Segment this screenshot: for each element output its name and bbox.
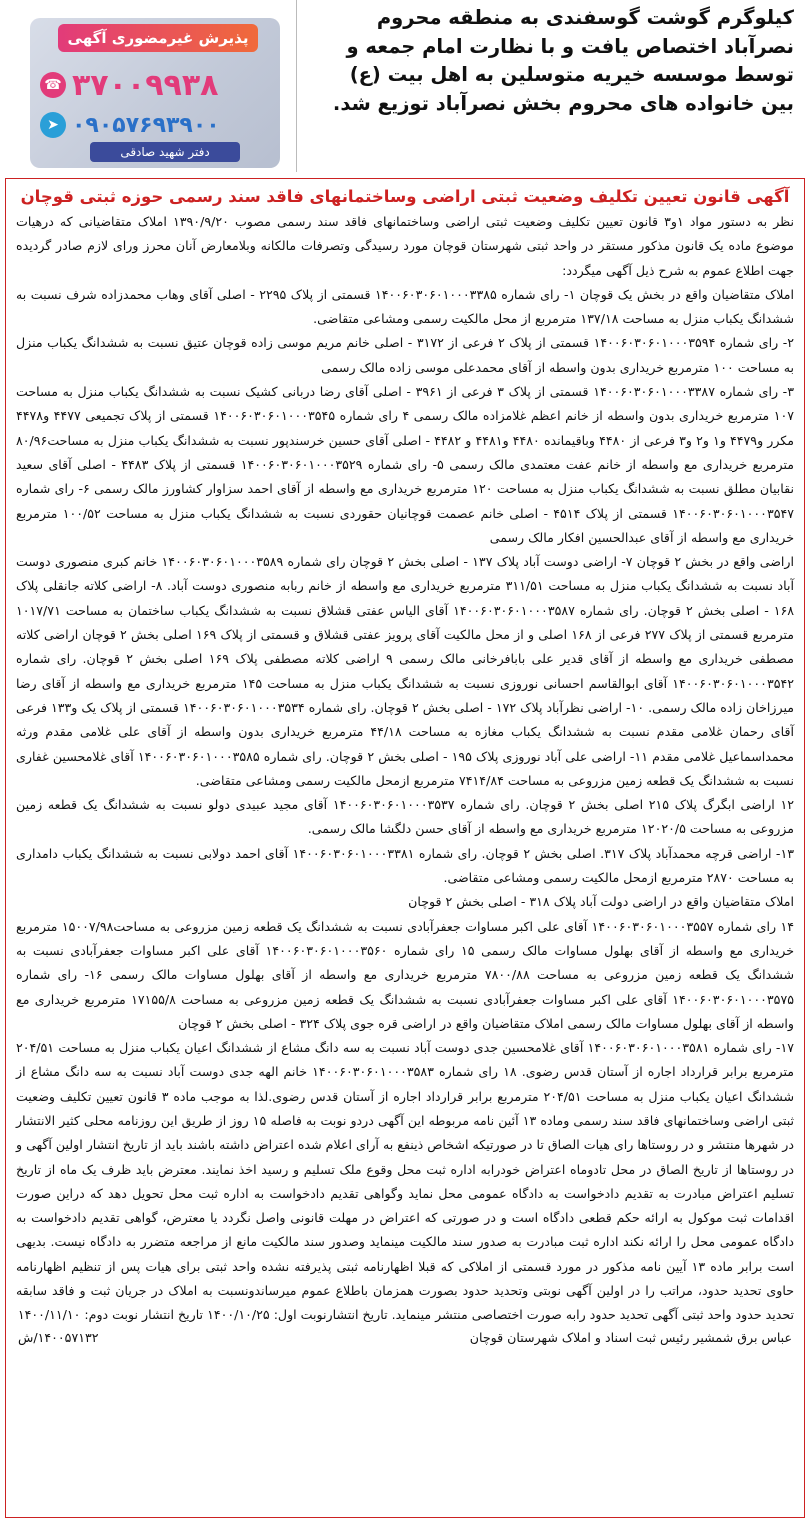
ad-ribbon: پذیرش غیرمضوری آگهی [58,24,258,52]
notice-footer [18,1330,792,1345]
top-section [0,0,812,178]
ad-phone-number: ۳۷۰۰۹۹۳۸ [72,67,219,103]
notice-body [16,210,794,1328]
notice-paragraph: املاک متقاضیان واقع در اراضی دولت آباد پلاک ۳۱۸ - اصلی بخش ۲ قوچان [408,894,794,910]
top-article-line: بین خانواده های محروم بخش نصرآباد توزیع شد. [332,91,794,115]
notice-paragraph: اراضی واقع در بخش ۲ قوچان ۷- اراضی دوست آباد پلاک ۱۳۷ - اصلی بخش ۲ قوچان رای شماره ۱۴۰۰۶۰۳۰۶۰۱۰۰۰۳۵۸۹ خانم کبری منصوری دوست آباد نسبت به ششدانگ یکباب منزل به مساحت ۳۱۱/۵۱ مترمربع خریداری مع واسطه از خانم ربابه منصوری دوست آباد. ۸- اراضی کلاته جانقلی پلاک ۱۶۸ - اصلی بخش ۲ قوچان. رای شماره ۱۴۰۰۶۰۳۰۶۰۱۰۰۰۳۵۸۷ آقای الیاس عفتی قشلاق نسبت به ششدانگ یکباب ساختمان به مساحت ۱۰۱۷/۷۱ مترمربع قسمتی از پلاک ۲۷۷ فرعی از ۱۶۸ اصلی و از محل مالکیت آقای پرویز عفتی قشلاق و قسمتی از پلاک ۱۶۹ اصلی بخش ۲ قوچان اراضی کلاته مصطفی خریداری مع واسطه از آقای قدیر علی بابافرخانی مالک رسمی ۹ اراضی کلاته مصطفی پلاک ۱۶۹ اصلی بخش ۲ قوچان. رای شماره ۱۴۰۰۶۰۳۰۶۰۱۰۰۰۳۵۴۲ آقای ابوالقاسم احسانی نوروزی نسبت به ششدانگ یکباب منزل به مساحت ۱۴۵ مترمربع خریداری مع واسطه از آقای رضا میرزاخان زاده مالک رسمی. ۱۰- اراضی نظرآباد پلاک ۱۷۲ - اصلی بخش ۲ قوچان. رای شماره ۱۴۰۰۶۰۳۰۶۰۱۰۰۰۳۵۳۴ قسمتی از پلاک یک و۱۳۳ فرعی آقای رحمان غلامی مقدم نسبت به ششدانگ یکباب مغازه به مساحت ۴۴/۱۸ مترمربع خریداری بدون واسطه از آقای علی غلامی مقدم ورثه محمداسماعیل غلامی مقدم ۱۱- اراضی علی آباد نوروزی پلاک ۱۹۵ - اصلی بخش ۲ قوچان. رای شماره ۱۴۰۰۶۰۳۰۶۰۱۰۰۰۳۵۸۵ آقای غلامحسین غفاری نسبت به ششدانگ یک قطعه زمین مزروعی به مساحت ۷۴۱۴/۸۴ مترمربع ازمحل مالکیت رسمی ومشاعی متقاضی. [16,554,795,788]
notice-title: آگهی قانون تعیین تکلیف وضعیت ثبتی اراضی وساختمانهای فاقد سند رسمی حوزه ثبتی قوچان [20,187,790,206]
legal-notice [5,178,805,1518]
phone-icon: ☎ [40,72,66,98]
notice-paragraph: ۲- رای شماره ۱۴۰۰۶۰۳۰۶۰۱۰۰۰۳۵۹۴ قسمتی از پلاک ۲ فرعی از ۳۱۷۲ - اصلی خانم مریم موسی زاده قوچان عتیق نسبت به ششدانگ یکباب منزل به مساحت ۱۰۰ مترمربع خریداری بدون واسطه از آقای محمدعلی موسی زاده مالک رسمی [16,335,795,375]
top-article [324,4,794,118]
top-article-line: نصرآباد اختصاص یافت و با نظارت امام جمعه و [346,34,794,58]
notice-paragraph: نظر به دستور مواد ۱و۳ قانون تعیین تکلیف وضعیت ثبتی اراضی وساختمانهای فاقد سند رسمی مصوب ۱۳۹۰/۹/۲۰ املاک متقاضیانی که درهیات موضوع ماده یک قانون مذکور مستقر در واحد ثبتی شهرستان قوچان مورد رسیدگی وتصرفات مالکانه وبلامعارض آنان محرز ورای لازم صادر گردیده جهت اطلاع عموم به شرح ذیل آگهی میگردد: [16,214,794,278]
notice-signature: عباس برق شمشیر رئیس ثبت اسناد و املاک شهرستان قوچان [469,1329,792,1345]
notice-paragraph: ۱۲ اراضی ابگرگ پلاک ۲۱۵ اصلی بخش ۲ قوچان. رای شماره ۱۴۰۰۶۰۳۰۶۰۱۰۰۰۳۵۳۷ آقای مجید عبیدی دولو نسبت به ششدانگ یک قطعه زمین مزروعی به مساحت ۱۲۰۲۰/۵ مترمربع خریداری مع واسطه از آقای حسن دلگشا مالک رسمی. [16,797,795,837]
notice-paragraph: ۱۴ رای شماره ۱۴۰۰۶۰۳۰۶۰۱۰۰۰۳۵۵۷ آقای علی اکبر مساوات جعفرآبادی نسبت به ششدانگ یک قطعه زمین مزروعی به مساحت۱۵۰۰۷/۹۸ مترمربع خریداری مع واسطه از آقای بهلول مساوات مالک رسمی ۱۵ رای شماره ۱۴۰۰۶۰۳۰۶۰۱۰۰۰۳۵۶۰ آقای علی اکبر مساوات جعفرآبادی نسبت به ششدانگ یک قطعه زمین مزروعی به مساحت ۷۸۰۰/۸۸ مترمربع خریداری مع واسطه از آقای بهلول مساوات مالک رسمی ۱۶- رای شماره ۱۴۰۰۶۰۳۰۶۰۱۰۰۰۳۵۷۵ آقای علی اکبر مساوات جعفرآبادی نسبت به ششدانگ یک قطعه زمین مزروعی به مساحت ۱۷۱۵۵/۸ مترمربع خریداری مع واسطه از آقای بهلول مساوات مالک رسمی املاک متقاضیان واقع در اراضی قره جوی پلاک ۳۲۴ - اصلی بخش ۲ قوچان [16,918,795,1031]
column-divider [296,0,297,172]
notice-paragraph: ۱۷- رای شماره ۱۴۰۰۶۰۳۰۶۰۱۰۰۰۳۵۸۱ آقای غلامحسین جدی دوست آباد نسبت به سه دانگ مشاع از ششدانگ اعیان یکباب منزل به مساحت ۲۰۴/۵۱ مترمربع برابر قرارداد اجاره از آستان قدس رضوی. ۱۸ رای شماره ۱۴۰۰۶۰۳۰۶۰۱۰۰۰۳۵۸۳ خانم الهه جدی دوست آباد نسبت به سه دانگ مشاع از ششدانگ اعیان یکباب منزل به مساحت ۲۰۴/۵۱ مترمربع برابر قرارداد اجاره از آستان قدس رضوی.لذا به موجب ماده ۳ قانون تعیین تکلیف وضعیت ثبتی اراضی وساختمانهای فاقد سند رسمی وماده ۱۳ آئین نامه مربوطه این آگهی دردو نوبت به فاصله ۱۵ روز از طریق این روزنامه محلی کثیر الانتشار در شهرها منتشر و در روستاها رای هیات الصاق تا در صورتیکه اشخاص ذینفع به آرای اعلام شده اعتراض داشته باشند باید از تاریخ انتشار اولین آگهی و در روستاها از تاریخ الصاق در محل تادوماه اعتراض خودرابه اداره ثبت محل وقوع ملک تسلیم و رسید اخذ نمایند. معترض باید ظرف یک ماه از تاریخ تسلیم اعتراض مبادرت به تقدیم دادخواست به دادگاه عمومی محل نماید وگواهی تقدیم دادخواست به اداره ثبت محل تحویل دهد که دراین صورت اقدامات ثبت موکول به ارائه حکم قطعی دادگاه است و در صورتی که اعتراض در مهلت قانونی واصل نگردد یا معترض، گواهی تقدیم دادخواست به دادگاه عمومی محل را ارائه نکند اداره ثبت مبادرت به صدور سند مالکیت مینماید وصدور سند مالکیت مانع از مراجعه متضرر به دادگاه نیست. بدیهی است برابر ماده ۱۳ آیین نامه مذکور در مورد قسمتی از املاکی که قبلا اظهارنامه ثبتی پذیرفته نشده واحد ثبتی برای هیات پس از تنظیم اظهارنامه حاوی تحدید حدود، مراتب را در اولین آگهی نوبتی وتحدید حدود بصورت همزمان باطلاع عموم میرساندونسبت به املاک در جریان ثبت و فاقد سابقه تحدید حدود واحد ثبتی آگهی تحدید حدود رابه صورت اختصاصی منتشر مینماید. تاریخ انتشارنوبت اول: ۱۴۰۰/۱۰/۲۵ تاریخ انتشار نوبت دوم: ۱۴۰۰/۱۱/۱۰ [16,1040,795,1323]
notice-code: ۱۴۰۰۵۷۱۳۲/ش [18,1329,99,1345]
notice-paragraph: املاک متقاضیان واقع در بخش یک قوچان ۱- رای شماره ۱۴۰۰۶۰۳۰۶۰۱۰۰۰۳۳۸۵ قسمتی از پلاک ۲۲۹۵ - اصلی آقای وهاب محمدزاده شرف نسبت به ششدانگ یکباب منزل به مساحت ۱۳۷/۱۸ مترمربع از محل مالکیت رسمی ومشاعی متقاضی. [16,286,794,327]
ad-mobile-row [40,110,270,140]
ad-phone-row [40,66,270,104]
notice-paragraph: ۱۳- اراضی قرچه محمدآباد پلاک ۳۱۷. اصلی بخش ۲ قوچان. رای شماره ۱۴۰۰۶۰۳۰۶۰۱۰۰۰۳۳۸۱ آقای احمد دولابی نسبت به ششدانگ یکباب دامداری به مساحت ۲۸۷۰ مترمربع ازمحل مالکیت رسمی ومشاعی متقاضی. [16,845,795,886]
ad-office-label: دفتر شهید صادقی [90,142,240,162]
advertising-box [30,18,280,168]
notice-paragraph: ۳- رای شماره ۱۴۰۰۶۰۳۰۶۰۱۰۰۰۳۳۸۷ قسمتی از پلاک ۳ فرعی از ۳۹۶۱ - اصلی آقای رضا دربانی کشیک نسبت به ششدانگ یکباب منزل به مساحت ۱۰۷ مترمربع خریداری بدون واسطه از خانم اعظم غلامزاده مالک رسمی ۴ رای شماره ۱۴۰۰۶۰۳۰۶۰۱۰۰۰۳۵۴۵ قسمتی از پلاک تجمیعی ۴۴۷۷ و۴۴۷۸ مکرر و۴۴۷۹ و۱ و۲ و۳ فرعی از ۴۴۸۰ وباقیمانده ۴۴۸۰ و۴۴۸۱ و ۴۴۸۲ - اصلی آقای حسین خرسندپور نسبت به ششدانگ یکباب منزل به مساحت۸۰/۹۶ مترمربع خریداری مع واسطه از خانم عفت معتمدی مالک رسمی ۵- رای شماره ۱۴۰۰۶۰۳۰۶۰۱۰۰۰۳۵۲۹ قسمتی از پلاک ۴۴۸۳ - اصلی آقای سعید نقابیان مطلق نسبت به ششدانگ یکباب منزل به مساحت ۱۲۰ مترمربع خریداری مع واسطه از آقای احمد سزاوار کشاورز مالک رسمی ۶- رای شماره ۱۴۰۰۶۰۳۰۶۰۱۰۰۰۳۵۴۷ قسمتی از پلاک ۴۵۱۴ - اصلی خانم عصمت قوچانیان حقوردی نسبت به ششدانگ یکباب منزل به مساحت ۱۰۰/۵۲ مترمربع خریداری مع واسطه از آقای عبدالحسین افکار مالک رسمی [16,384,795,545]
ad-mobile-number: ۰۹۰۵۷۶۹۳۹۰۰ [72,112,220,138]
telegram-icon: ➤ [40,112,66,138]
top-article-line: توسط موسسه خیریه متوسلین به اهل بیت (ع) [349,63,794,86]
top-article-line: کیلوگرم گوشت گوسفندی به منطقه محروم [376,6,794,29]
